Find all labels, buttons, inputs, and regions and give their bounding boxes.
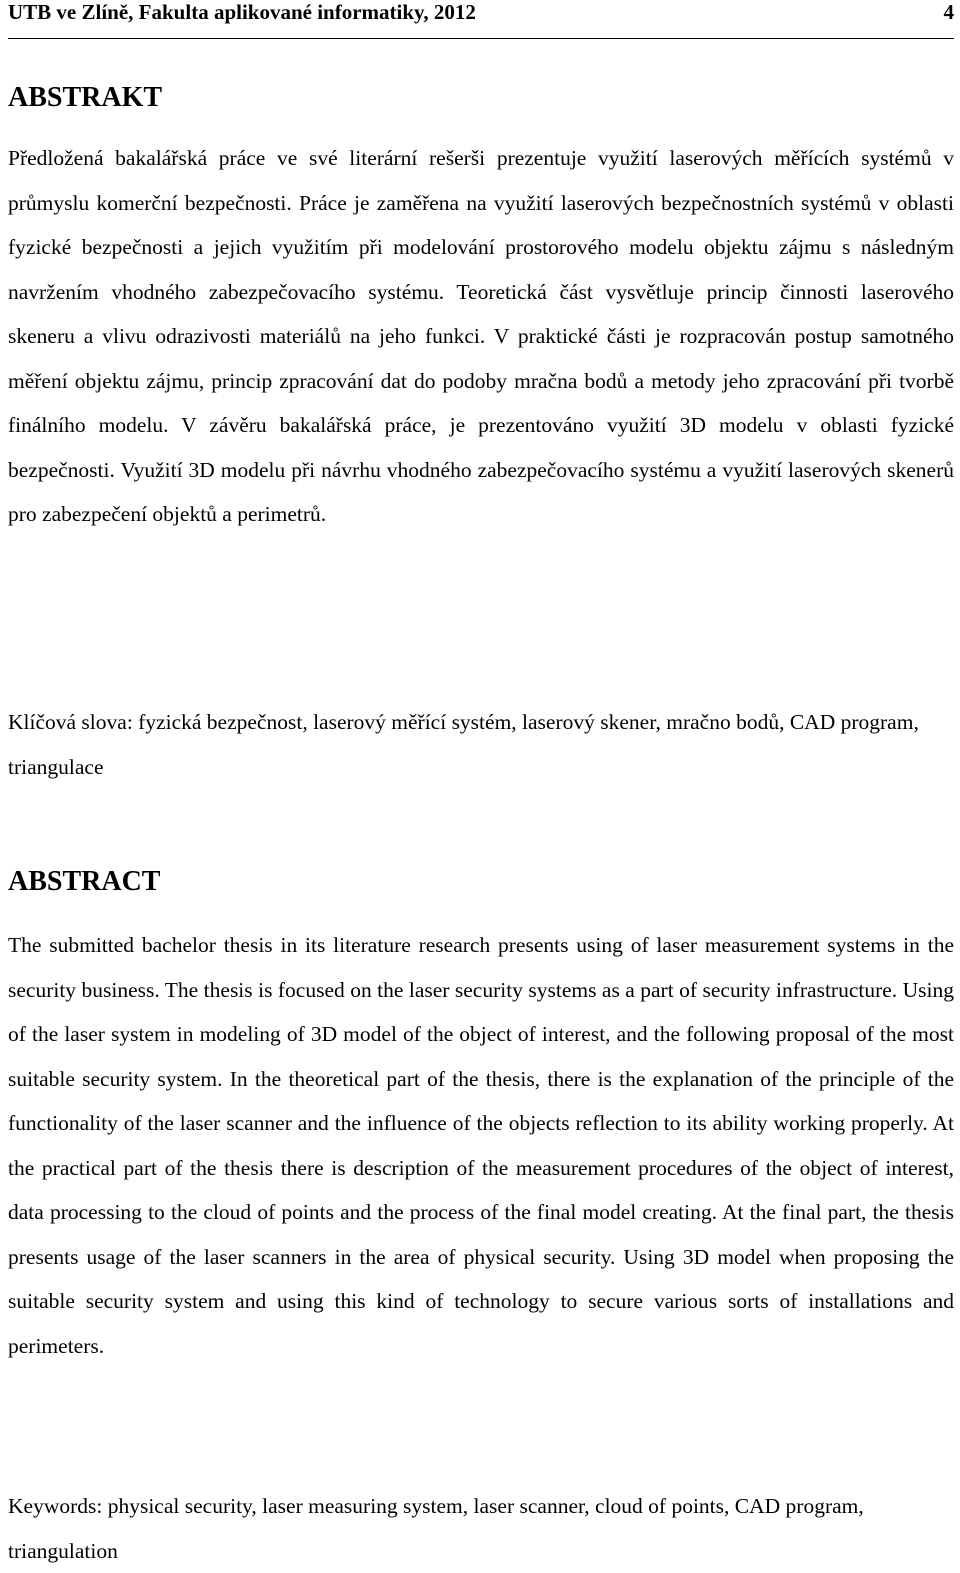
page-number: 4 — [943, 0, 954, 24]
running-header — [8, 0, 954, 39]
abstrakt-heading: ABSTRAKT — [8, 82, 163, 113]
header-title: UTB ve Zlíně, Fakulta aplikované informatiky, 2012 — [8, 0, 476, 24]
abstrakt-paragraph: Předložená bakalářská práce ve své literární rešerši prezentuje využití laserových měřících systémů v průmyslu komerční bezpečnosti. Práce je zaměřena na využití laserových bezpečnostních systémů v oblasti fyzické bezpečnosti a jejich využitím při modelování prostorového modelu objektu zájmu s následným navržením vhodného zabezpečovacího systému. Teoretická část vysvětluje princip činnosti laserového skeneru a vlivu odrazivosti materiálů na jeho funkci. V praktické části je rozpracován postup samotného měření objektu zájmu, princip zpracování dat do podoby mračna bodů a metody jeho zpracování při tvorbě finálního modelu. V závěru bakalářská práce, je prezentováno využití 3D modelu v oblasti fyzické bezpečnosti. Využití 3D modelu při návrhu vhodného zabezpečovacího systému a využití laserových skenerů pro zabezpečení objektů a perimetrů. — [8, 146, 954, 526]
abstract-paragraph: The submitted bachelor thesis in its literature research presents using of laser measurement systems in the security business. The thesis is focused on the laser security systems as a part of security infrastructure. Using of the laser system in modeling of 3D model of the object of interest, and the following proposal of the most suitable security system. In the theoretical part of the thesis, there is the explanation of the principle of the functionality of the laser scanner and the influence of the objects reflection to its ability working properly. At the practical part of the thesis there is description of the measurement procedures of the object of interest, data processing to the cloud of points and the process of the final model creating. At the final part, the thesis presents usage of the laser scanners in the area of physical security. Using 3D model when proposing the suitable security system and using this kind of technology to secure various sorts of installations and perimeters. — [8, 933, 954, 1358]
abstract-keywords: Keywords: physical security, laser measuring system, laser scanner, cloud of points, CAD program, triangulation — [8, 1494, 864, 1563]
abstract-heading: ABSTRACT — [8, 866, 161, 897]
abstrakt-keywords: Klíčová slova: fyzická bezpečnost, laserový měřící systém, laserový skener, mračno bodů, CAD program, triangulace — [8, 710, 919, 779]
document-page — [8, 0, 954, 1563]
